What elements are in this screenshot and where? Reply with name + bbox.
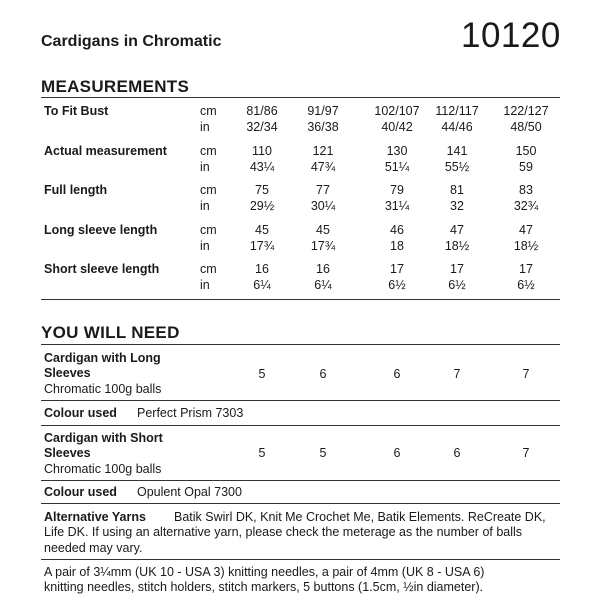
divider — [41, 344, 560, 345]
long-cardigan-yarn: Chromatic 100g balls — [44, 382, 162, 396]
pattern-number: 10120 — [461, 16, 561, 55]
in-value: 31¼ — [384, 199, 410, 213]
alt-yarns-line-3: needed may vary. — [44, 541, 143, 555]
cm-value: 77 — [316, 183, 330, 197]
cm-value: 45 — [316, 223, 330, 237]
long-colour-value: Perfect Prism 7303 — [137, 406, 244, 420]
cm-value: 81 — [450, 183, 464, 197]
in-value: 59 — [519, 160, 533, 174]
short-cardigan-label-2: Sleeves — [44, 446, 91, 460]
cm-value: 81/86 — [246, 104, 278, 118]
needles-line-2: knitting needles, stitch holders, stitch markers, 5 buttons (1.5cm, ½in diameter). — [44, 580, 484, 594]
needles-line-1: A pair of 3¼mm (UK 10 - USA 3) knitting needles, a pair of 4mm (UK 8 - USA 6) — [44, 565, 485, 579]
cm-value: 79 — [390, 183, 404, 197]
cm-value: 121 — [312, 144, 334, 158]
measurement-label: Long sleeve length — [44, 223, 158, 237]
ball-count: 5 — [319, 446, 327, 460]
in-value: 48/50 — [510, 120, 542, 134]
in-value: 43¼ — [249, 160, 275, 174]
divider — [41, 480, 560, 481]
cm-value: 17 — [519, 262, 533, 276]
measurement-label: Full length — [44, 183, 108, 197]
unit-cm: cm — [200, 223, 217, 237]
alt-yarns-line-2: Life DK. If using an alternative yarn, please check the meterage as the number of balls — [44, 525, 523, 539]
short-cardigan-label: Cardigan with Short — [44, 431, 163, 445]
cm-value: 47 — [450, 223, 464, 237]
in-value: 17¾ — [249, 239, 275, 253]
in-value: 18½ — [444, 239, 470, 253]
ball-count: 6 — [453, 446, 461, 460]
unit-cm: cm — [200, 183, 217, 197]
measurement-label: Actual measurement — [44, 144, 167, 158]
in-value: 18½ — [513, 239, 539, 253]
cm-value: 16 — [255, 262, 269, 276]
in-value: 55½ — [444, 160, 470, 174]
in-value: 30¼ — [310, 199, 336, 213]
in-value: 6½ — [517, 278, 535, 292]
cm-value: 150 — [515, 144, 537, 158]
cm-value: 45 — [255, 223, 269, 237]
alt-yarns-label: Alternative Yarns — [44, 510, 146, 524]
cm-value: 46 — [390, 223, 404, 237]
in-value: 6½ — [388, 278, 406, 292]
divider — [41, 503, 560, 504]
short-colour-label: Colour used — [44, 485, 117, 499]
ball-count: 6 — [319, 367, 327, 381]
cm-value: 110 — [252, 144, 272, 158]
unit-in: in — [200, 160, 210, 174]
unit-cm: cm — [200, 262, 217, 276]
in-value: 32¾ — [513, 199, 539, 213]
measurement-label: To Fit Bust — [44, 104, 109, 118]
divider — [41, 425, 560, 426]
long-cardigan-label-2: Sleeves — [44, 366, 91, 380]
you-will-need-heading: YOU WILL NEED — [41, 323, 180, 342]
cm-value: 47 — [519, 223, 533, 237]
divider — [41, 400, 560, 401]
in-value: 51¼ — [384, 160, 410, 174]
long-cardigan-label: Cardigan with Long — [44, 351, 161, 365]
cm-value: 112/117 — [435, 104, 479, 118]
unit-in: in — [200, 278, 210, 292]
alt-yarns-line-1: Batik Swirl DK, Knit Me Crochet Me, Batik Elements. ReCreate DK, — [174, 510, 546, 524]
ball-count: 7 — [522, 446, 530, 460]
ball-count: 6 — [393, 446, 401, 460]
short-cardigan-yarn: Chromatic 100g balls — [44, 462, 162, 476]
measurement-label: Short sleeve length — [44, 262, 160, 276]
unit-cm: cm — [200, 104, 217, 118]
unit-in: in — [200, 239, 210, 253]
in-value: 6½ — [448, 278, 466, 292]
divider — [41, 97, 560, 98]
in-value: 18 — [390, 239, 404, 253]
in-value: 36/38 — [307, 120, 339, 134]
cm-value: 130 — [386, 144, 408, 158]
pattern-title: Cardigans in Chromatic — [41, 33, 222, 50]
in-value: 47¾ — [310, 160, 336, 174]
unit-cm: cm — [200, 144, 217, 158]
in-value: 32/34 — [246, 120, 278, 134]
unit-in: in — [200, 199, 210, 213]
ball-count: 7 — [453, 367, 461, 381]
cm-value: 141 — [446, 144, 468, 158]
cm-value: 122/127 — [503, 104, 549, 118]
in-value: 32 — [450, 199, 464, 213]
cm-value: 16 — [316, 262, 330, 276]
in-value: 44/46 — [441, 120, 473, 134]
short-colour-value: Opulent Opal 7300 — [137, 485, 242, 499]
ball-count: 5 — [258, 446, 266, 460]
in-value: 6¼ — [314, 278, 332, 292]
measurements-heading: MEASUREMENTS — [41, 77, 190, 96]
divider — [41, 299, 560, 300]
cm-value: 102/107 — [374, 104, 420, 118]
cm-value: 17 — [390, 262, 404, 276]
cm-value: 17 — [450, 262, 464, 276]
ball-count: 6 — [393, 367, 401, 381]
long-colour-label: Colour used — [44, 406, 117, 420]
divider — [41, 559, 560, 560]
ball-count: 7 — [522, 367, 530, 381]
in-value: 29½ — [249, 199, 275, 213]
in-value: 40/42 — [381, 120, 413, 134]
cm-value: 83 — [519, 183, 533, 197]
in-value: 6¼ — [253, 278, 271, 292]
in-value: 17¾ — [310, 239, 336, 253]
ball-count: 5 — [258, 367, 266, 381]
cm-value: 75 — [255, 183, 269, 197]
cm-value: 91/97 — [307, 104, 339, 118]
unit-in: in — [200, 120, 210, 134]
